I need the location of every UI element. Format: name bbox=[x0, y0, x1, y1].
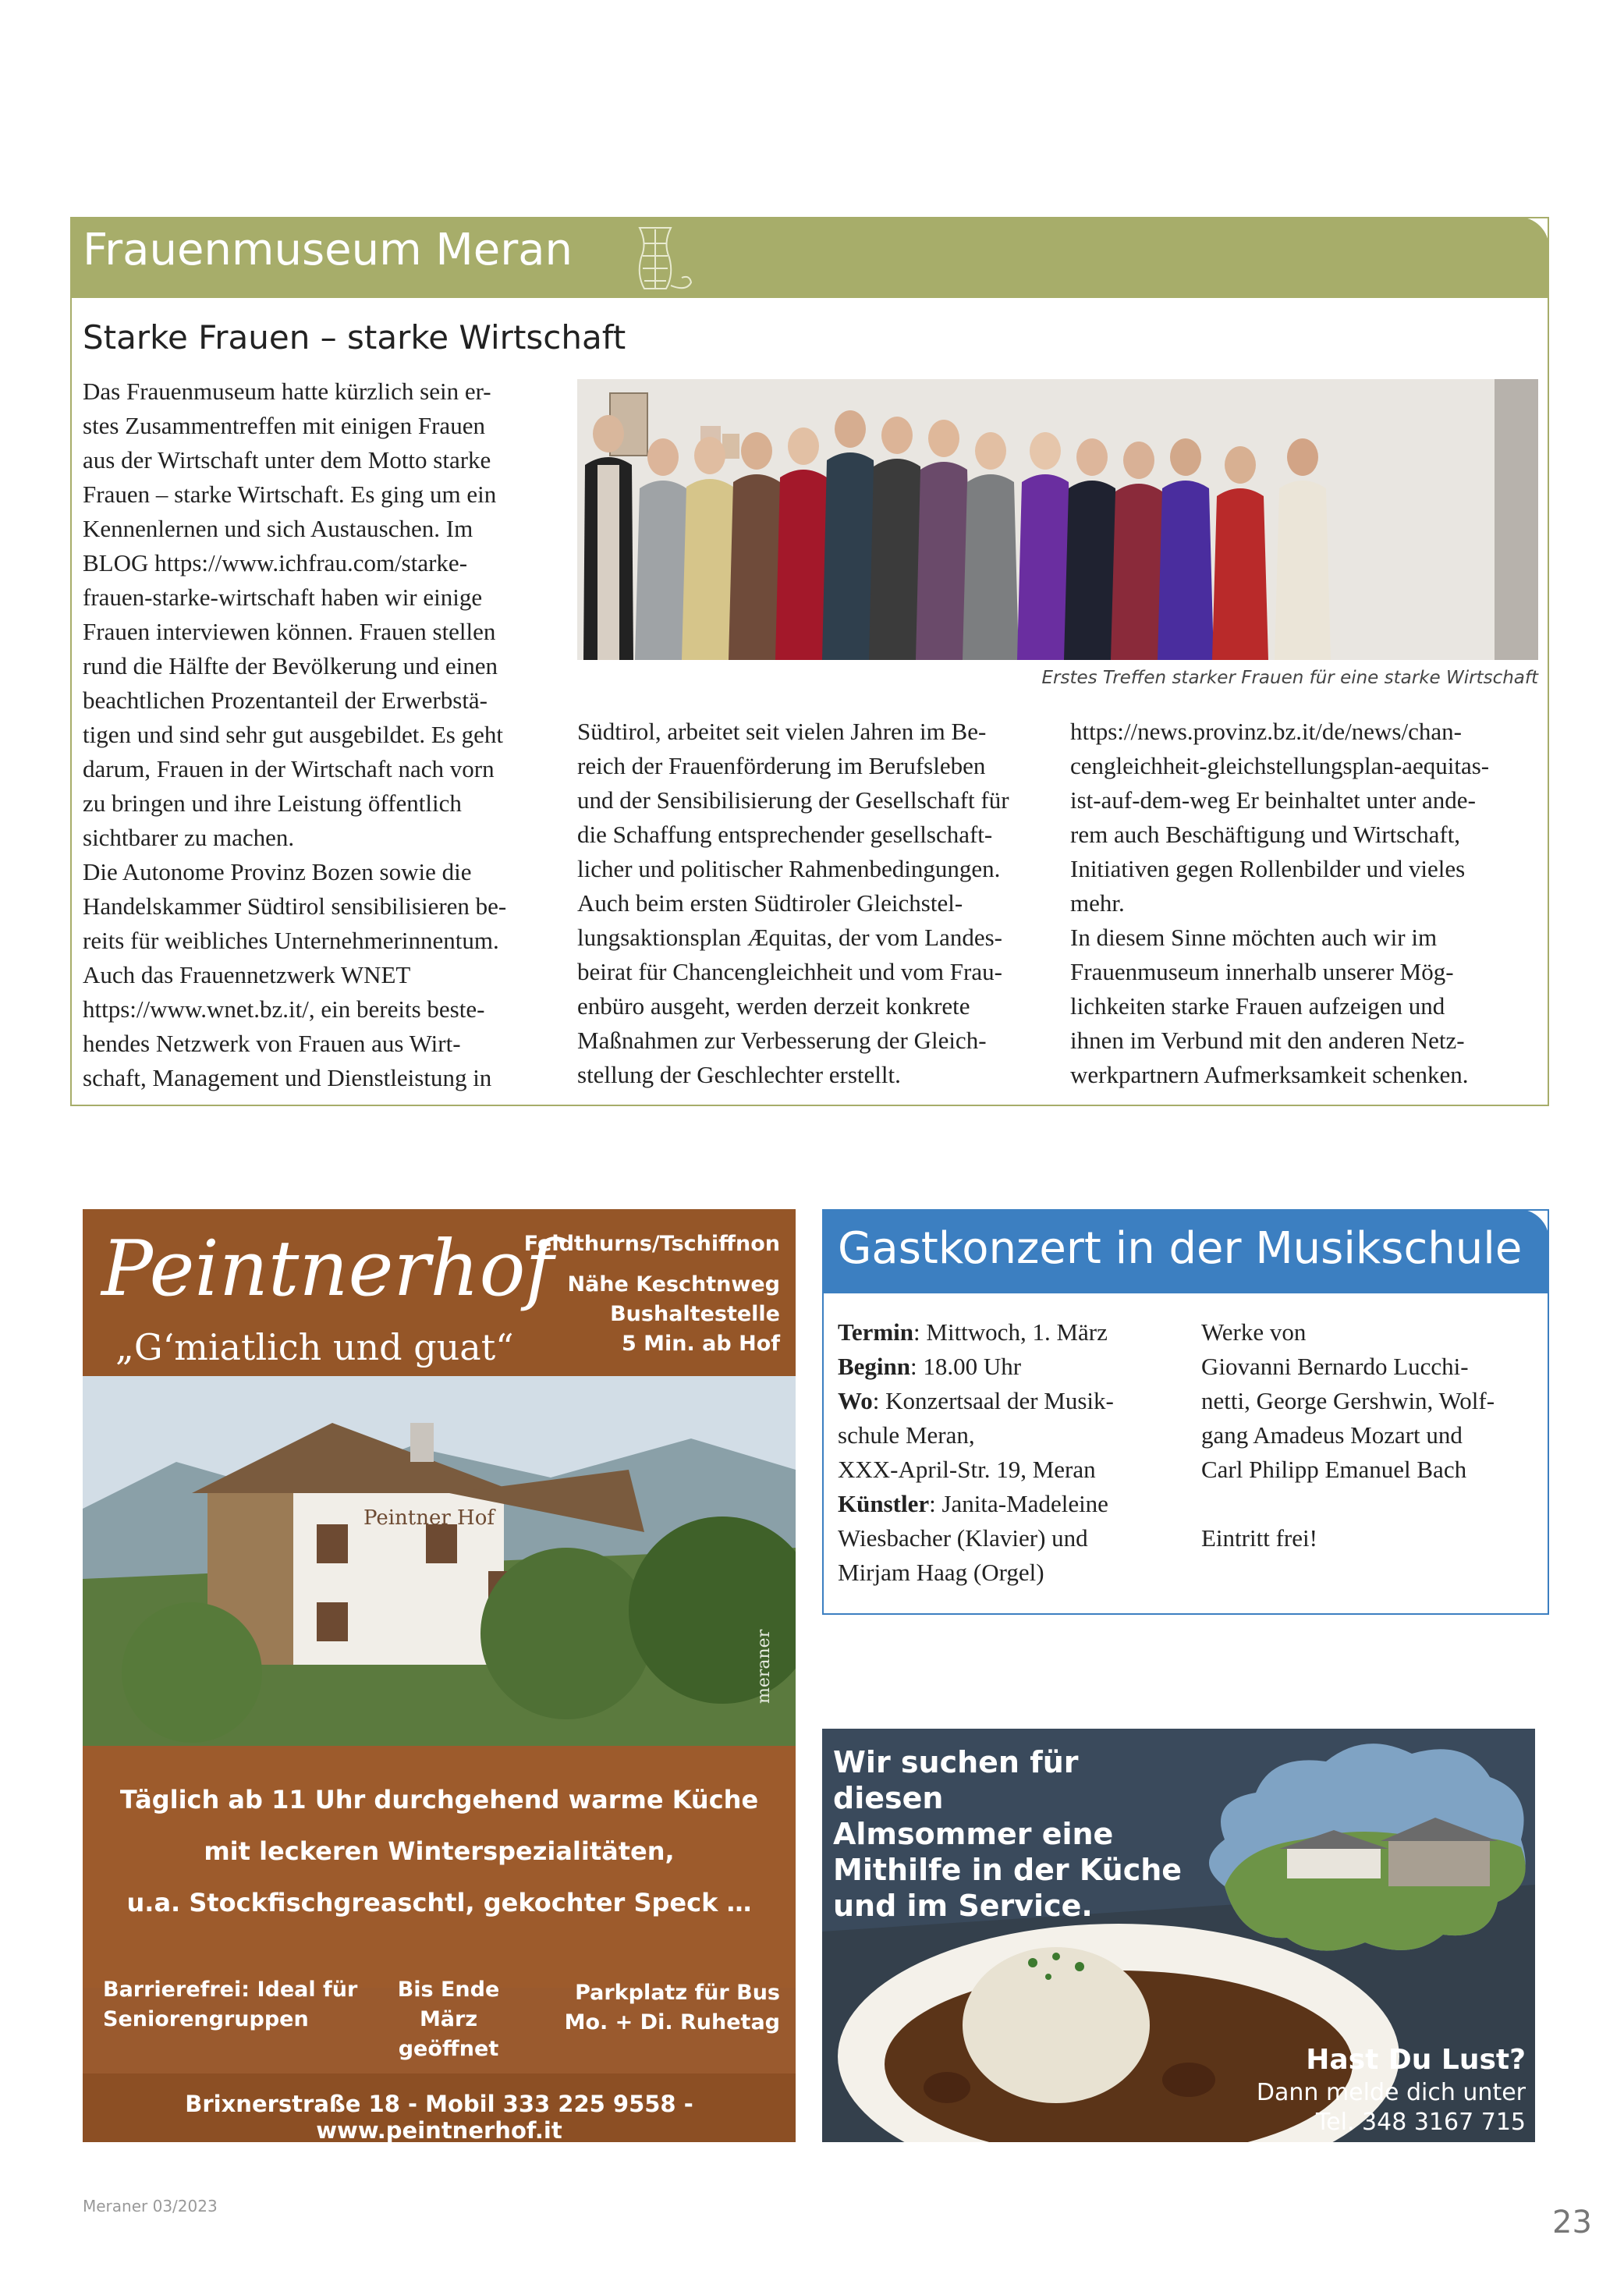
corset-icon bbox=[616, 220, 694, 295]
feature-season: Bis Ende März geöffnet bbox=[397, 1978, 500, 2061]
text-line: reich der Frauenförderung im Berufsleben bbox=[577, 752, 986, 779]
text-line: hendes Netzwerk von Frauen aus Wirt- bbox=[83, 1030, 461, 1057]
text-line: enbüro ausgeht, werden derzeit konkrete bbox=[577, 992, 970, 1020]
location-line: Bushaltestelle bbox=[610, 1302, 780, 1326]
wo-line: schule Meran, bbox=[838, 1421, 975, 1449]
issue-label: Meraner 03/2023 bbox=[83, 2197, 218, 2215]
text-line: Auch das Frauennetzwerk WNET bbox=[83, 961, 411, 988]
text-line: Die Autonome Provinz Bozen sowie die bbox=[83, 858, 472, 885]
peintnerhof-location bbox=[499, 1229, 780, 1359]
eintritt-line: Eintritt frei! bbox=[1201, 1524, 1317, 1552]
wo-line: Wo: Konzertsaal der Musik- bbox=[838, 1387, 1114, 1414]
beginn-line: Beginn: 18.00 Uhr bbox=[838, 1353, 1022, 1380]
text-line: stellung der Geschlechter erstellt. bbox=[577, 1061, 901, 1088]
text-line: beachtlichen Prozentanteil der Erwerbstä- bbox=[83, 686, 488, 714]
text-line: Das Frauenmuseum hatte kürzlich sein er- bbox=[83, 378, 491, 405]
location-line: Nähe Keschtnweg bbox=[567, 1272, 780, 1297]
text-line: In diesem Sinne möchten auch wir im bbox=[1070, 924, 1438, 951]
text-line: zu bringen und ihre Leistung öffentlich bbox=[83, 789, 462, 817]
text-line: Initiativen gegen Rollenbilder und vieles bbox=[1070, 855, 1466, 882]
text-line: Frauen interviewen können. Frauen stellen bbox=[83, 618, 496, 645]
kuenstler-line: Künstler: Janita-Madeleine bbox=[838, 1490, 1108, 1517]
text-line: mehr. bbox=[1070, 889, 1125, 917]
peintnerhof-logo: Peintnerhof bbox=[101, 1225, 554, 1314]
kitchen-question: Hast Du Lust? bbox=[1306, 2044, 1526, 2076]
gastkonzert-title: Gastkonzert in der Musikschule bbox=[838, 1223, 1523, 1274]
article-column-3 bbox=[1070, 715, 1538, 1092]
kuenstler-line: Wiesbacher (Klavier) und bbox=[838, 1524, 1088, 1552]
offer-line: Täglich ab 11 Uhr durchgehend warme Küche bbox=[119, 1785, 759, 1815]
location-line: Feldthurns/Tschiffnon bbox=[523, 1232, 780, 1256]
kitchen-contact: Dann melde dich unter Tel. 348 3167 715 bbox=[1217, 2078, 1526, 2137]
werke-line: gang Amadeus Mozart und bbox=[1201, 1421, 1463, 1449]
text-line: Frauen – starke Wirtschaft. Es ging um ein bbox=[83, 481, 497, 508]
werke-line: Giovanni Bernardo Lucchi- bbox=[1201, 1353, 1469, 1380]
offer-line: mit leckeren Winterspezialitäten, bbox=[204, 1836, 675, 1866]
text-line: sichtbarer zu machen. bbox=[83, 824, 295, 851]
text-line: aus der Wirtschaft unter dem Motto starke bbox=[83, 446, 491, 474]
text-line: ist-auf-dem-weg Er beinhaltet unter ande- bbox=[1070, 786, 1476, 814]
photo-caption: Erstes Treffen starker Frauen für eine starke Wirtschaft bbox=[1041, 668, 1538, 688]
wo-line: XXX-April-Str. 19, Meran bbox=[838, 1456, 1096, 1483]
text-line: ihnen im Verbund mit den anderen Netz- bbox=[1070, 1027, 1465, 1054]
feature-barrierefrei: Barrierefrei: Ideal für Seniorengruppen bbox=[103, 1978, 358, 2031]
offer-line: u.a. Stockfischgreaschtl, gekochter Speck … bbox=[126, 1888, 752, 1917]
photo-credit: meraner bbox=[754, 1629, 774, 1704]
text-line: Kennenlernen und sich Austauschen. Im bbox=[83, 515, 473, 542]
frauenmuseum-subtitle: Starke Frauen – starke Wirtschaft bbox=[83, 318, 626, 357]
text-line: lungsaktionsplan Æquitas, der vom Landes- bbox=[577, 924, 1002, 951]
feature-parking: Parkplatz für Bus Mo. + Di. Ruhetag bbox=[564, 1981, 780, 2034]
text-line: Maßnahmen zur Verbesserung der Gleich- bbox=[577, 1027, 987, 1054]
phone-number: Tel. 348 3167 715 bbox=[1315, 2109, 1526, 2136]
text-line: Handelskammer Südtirol sensibilisieren be- bbox=[83, 892, 507, 920]
text-line: werkpartnern Aufmerksamkeit schenken. bbox=[1070, 1061, 1469, 1088]
group-photo bbox=[577, 379, 1538, 660]
house-sign: Peintner Hof bbox=[363, 1506, 495, 1530]
werke-line: netti, George Gershwin, Wolf- bbox=[1201, 1387, 1495, 1414]
concert-details bbox=[838, 1315, 1165, 1590]
text-line: Auch beim ersten Südtiroler Gleichstel- bbox=[577, 889, 963, 917]
text-line: Frauenmuseum innerhalb unserer Mög- bbox=[1070, 958, 1454, 985]
text-line: cengleichheit-gleichstellungsplan-aequitas- bbox=[1070, 752, 1490, 779]
location-line: 5 Min. ab Hof bbox=[621, 1332, 780, 1356]
text-line: stes Zusammentreffen mit einigen Frauen bbox=[83, 412, 485, 439]
text-line: rem auch Beschäftigung und Wirtschaft, bbox=[1070, 821, 1461, 848]
text-line: rund die Hälfte der Bevölkerung und einen bbox=[83, 652, 498, 679]
peintnerhof-info-panel bbox=[83, 1746, 796, 1988]
article-column-2 bbox=[577, 715, 1045, 1092]
text-line: frauen-starke-wirtschaft haben wir einige bbox=[83, 584, 483, 611]
text-line: reits für weibliches Unternehmerinnentum. bbox=[83, 927, 499, 954]
kuenstler-line: Mirjam Haag (Orgel) bbox=[838, 1559, 1044, 1586]
farmhouse-photo bbox=[83, 1376, 796, 1746]
alm-hut-photo bbox=[1193, 1730, 1534, 1961]
termin-line: Termin: Mittwoch, 1. März bbox=[838, 1318, 1108, 1346]
text-line: schaft, Management und Dienstleistung in bbox=[83, 1064, 492, 1091]
werke-line: Werke von bbox=[1201, 1318, 1307, 1346]
peintnerhof-contact: Brixnerstraße 18 - Mobil 333 225 9558 - www.peintnerhof.it bbox=[185, 2091, 693, 2144]
text-line: https://news.provinz.bz.it/de/news/chan- bbox=[1070, 718, 1462, 745]
text-line: die Schaffung entsprechender gesellschaft- bbox=[577, 821, 993, 848]
text-line: BLOG https://www.ichfrau.com/starke- bbox=[83, 549, 468, 576]
text-line: licher und politischer Rahmenbedingungen. bbox=[577, 855, 1001, 882]
text-line: tigen und sind sehr gut ausgebildet. Es geht bbox=[83, 721, 503, 748]
text-line: lichkeiten starke Frauen aufzeigen und bbox=[1070, 992, 1445, 1020]
page-number: 23 bbox=[1552, 2205, 1592, 2240]
werke-line: Carl Philipp Emanuel Bach bbox=[1201, 1456, 1467, 1483]
kitchen-headline: Wir suchen für diesen Almsommer eine Mithilfe in der Küche und im Service. bbox=[833, 1745, 1183, 1923]
article-column-1 bbox=[83, 374, 551, 1095]
text-line: und der Sensibilisierung der Gesellschaft für bbox=[577, 786, 1009, 814]
peintnerhof-slogan: „G‘miatlich und guat“ bbox=[115, 1326, 514, 1368]
text-line: darum, Frauen in der Wirtschaft nach vorn bbox=[83, 755, 495, 782]
concert-program bbox=[1201, 1315, 1537, 1556]
text-line: beirat für Chancengleichheit und vom Frau- bbox=[577, 958, 1002, 985]
text-line: Südtirol, arbeitet seit vielen Jahren im Be- bbox=[577, 718, 987, 745]
text-line: https://www.wnet.bz.it/, ein bereits beste- bbox=[83, 995, 485, 1023]
frauenmuseum-title: Frauenmuseum Meran bbox=[83, 225, 573, 275]
